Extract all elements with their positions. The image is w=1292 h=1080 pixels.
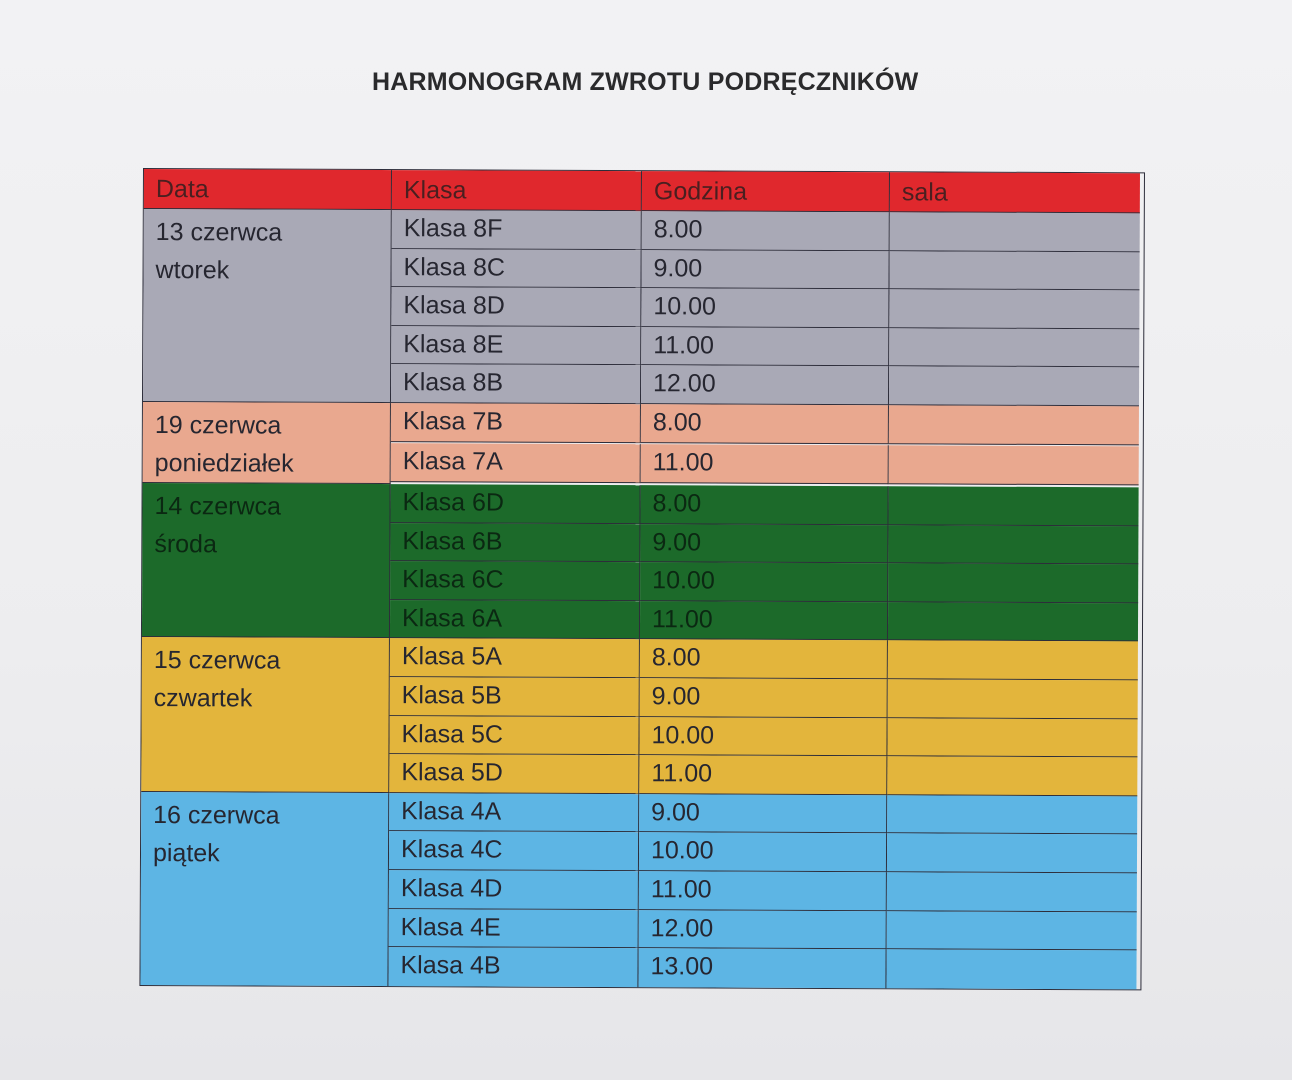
weekday-label: piątek (152, 838, 220, 868)
time-cell: 8.00 (641, 404, 889, 444)
time-cell: 10.00 (639, 717, 887, 757)
time-cell: 12.00 (641, 366, 889, 406)
class-cell: Klasa 5A (390, 638, 640, 678)
time-cell: 11.00 (639, 755, 887, 795)
class-cell: Klasa 8D (391, 287, 641, 327)
class-cell: Klasa 4C (389, 831, 639, 871)
time-cell: 9.00 (639, 794, 887, 834)
weekday-label: czwartek (153, 684, 253, 713)
date-label: 15 czerwca (153, 646, 281, 675)
time-cell: 11.00 (639, 871, 887, 911)
time-cell: 9.00 (640, 524, 888, 564)
header-godzina: Godzina (642, 171, 890, 212)
time-cell: 13.00 (638, 948, 886, 988)
class-cell: Klasa 6C (390, 561, 640, 601)
date-cell (143, 402, 391, 484)
time-cell: 11.00 (640, 601, 888, 641)
time-cell: 10.00 (640, 562, 888, 602)
page-title: HARMONOGRAM ZWROTU PODRĘCZNIKÓW (372, 68, 919, 96)
class-cell: Klasa 6A (390, 600, 640, 640)
class-cell: Klasa 5D (389, 754, 639, 794)
class-cell: Klasa 6B (390, 523, 640, 563)
room-cell (889, 367, 1139, 407)
weekday-label: środa (154, 530, 217, 559)
time-cell: 9.00 (640, 678, 888, 718)
time-cell: 11.00 (641, 327, 889, 367)
date-cell (143, 209, 392, 403)
date-label: 16 czerwca (153, 800, 280, 830)
class-cell: Klasa 4D (389, 870, 639, 910)
time-cell: 8.00 (642, 211, 890, 251)
class-cell: Klasa 4B (388, 947, 638, 987)
date-cell (141, 637, 390, 792)
room-cell (886, 949, 1136, 989)
class-cell: Klasa 7B (391, 403, 641, 443)
room-cell (887, 911, 1137, 951)
schedule-table (139, 168, 1145, 990)
room-cell (889, 289, 1139, 329)
room-cell (889, 251, 1139, 291)
time-cell: 11.00 (641, 445, 889, 485)
date-cell (142, 483, 391, 638)
class-cell: Klasa 5C (389, 716, 639, 756)
room-cell (887, 834, 1137, 874)
room-cell (887, 872, 1137, 912)
date-cell (140, 792, 389, 986)
time-cell: 8.00 (640, 485, 888, 525)
room-cell (889, 328, 1139, 368)
room-cell (887, 795, 1137, 835)
room-cell (888, 486, 1138, 526)
class-cell: Klasa 6D (390, 484, 640, 524)
date-label: 13 czerwca (155, 218, 283, 247)
room-cell (889, 405, 1139, 445)
room-cell (887, 718, 1137, 758)
class-cell: Klasa 8C (391, 249, 641, 289)
header-date: Data (144, 169, 392, 210)
class-cell: Klasa 8B (391, 364, 641, 404)
weekday-label: poniedziałek (154, 449, 294, 478)
room-cell (888, 602, 1138, 642)
room-cell (890, 212, 1140, 252)
time-cell: 8.00 (640, 640, 888, 680)
header-sala: sala (890, 172, 1140, 213)
class-cell: Klasa 8E (391, 326, 641, 366)
time-cell: 10.00 (639, 832, 887, 872)
class-cell: Klasa 7A (391, 444, 641, 484)
date-label: 14 czerwca (154, 492, 282, 521)
header-klasa: Klasa (392, 170, 642, 211)
room-cell (888, 525, 1138, 565)
room-cell (888, 641, 1138, 681)
room-cell (887, 756, 1137, 796)
time-cell: 9.00 (641, 250, 889, 290)
class-cell: Klasa 5B (390, 677, 640, 717)
room-cell (889, 446, 1139, 486)
room-cell (888, 679, 1138, 719)
weekday-label: wtorek (155, 256, 230, 285)
class-cell: Klasa 4E (389, 909, 639, 949)
class-cell: Klasa 4A (389, 793, 639, 833)
date-label: 19 czerwca (154, 411, 282, 440)
room-cell (888, 563, 1138, 603)
time-cell: 12.00 (639, 910, 887, 950)
time-cell: 10.00 (641, 288, 889, 328)
class-cell: Klasa 8F (392, 210, 642, 250)
